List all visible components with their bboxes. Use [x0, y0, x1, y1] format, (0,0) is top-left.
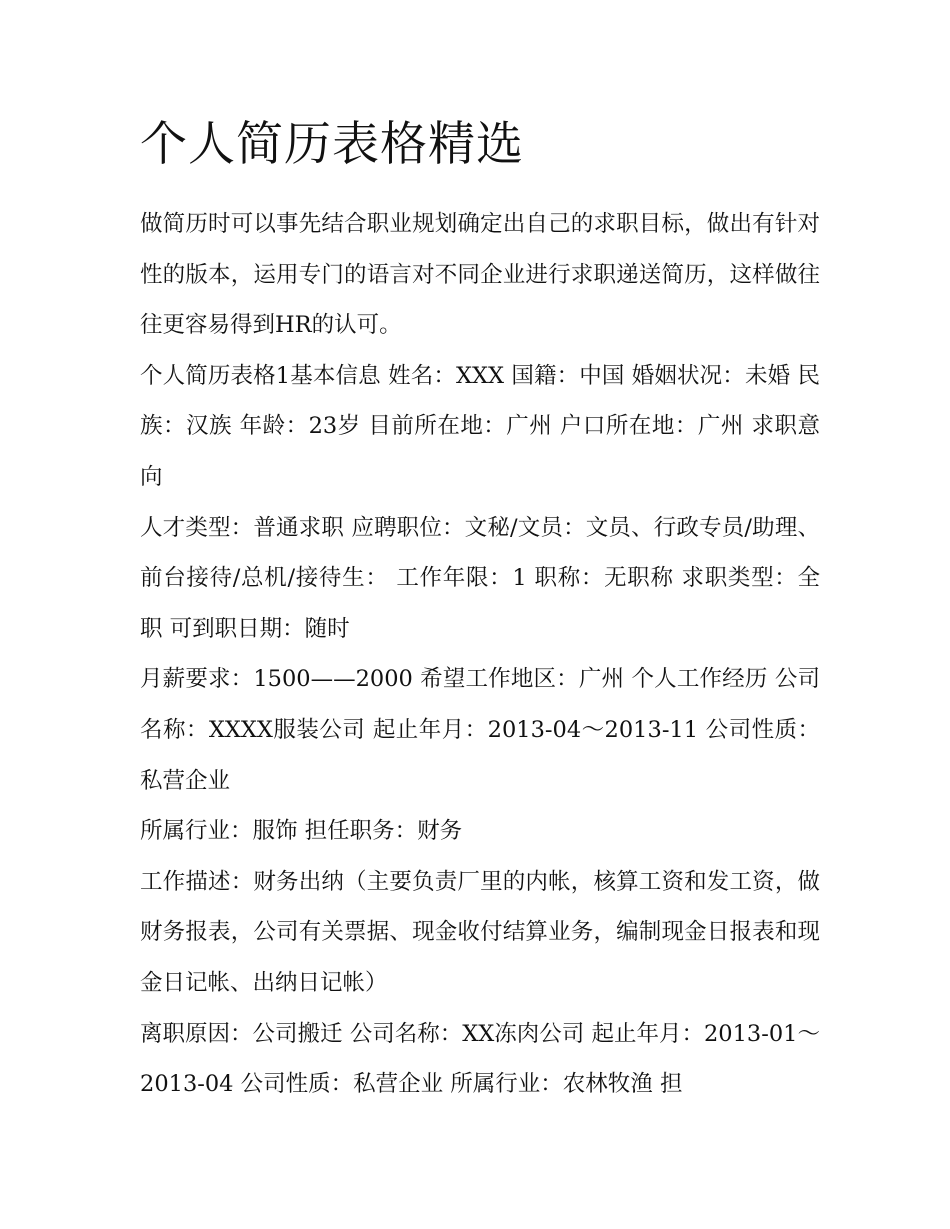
document-title: 个人简历表格精选 [140, 117, 524, 172]
paragraph-second-job: 离职原因：公司搬迁 公司名称：XX冻肉公司 起止年月：2013-01～2013-04 公司性质：私营企业 所属行业：农林牧渔 担 [140, 1020, 820, 1098]
paragraph-job-intention: 人才类型：普通求职 应聘职位：文秘/文员：文员、行政专员/助理、前台接待/总机/接待生： 工作年限：1 职称：无职称 求职类型：全职 可到职日期：随时 [140, 514, 820, 642]
paragraph-salary-and-first-job: 月薪要求：1500——2000 希望工作地区：广州 个人工作经历 公司名称：XXXX服装公司 起止年月：2013-04～2013-11 公司性质：私营企业 [140, 666, 820, 794]
document-body [140, 199, 820, 1110]
paragraph-intro: 做简历时可以事先结合职业规划确定出自己的求职目标，做出有针对性的版本，运用专门的语言对不同企业进行求职递送简历，这样做往往更容易得到HR的认可。 [140, 211, 820, 339]
paragraph-job-description: 工作描述：财务出纳（主要负责厂里的内帐，核算工资和发工资，做财务报表，公司有关票据、现金收付结算业务，编制现金日报表和现金日记帐、出纳日记帐） [140, 868, 820, 996]
paragraph-basic-info: 个人简历表格1基本信息 姓名：XXX 国籍：中国 婚姻状况：未婚 民族：汉族 年龄：23岁 目前所在地：广州 户口所在地：广州 求职意向 [140, 362, 820, 490]
paragraph-industry-position: 所属行业：服饰 担任职务：财务 [140, 818, 463, 845]
